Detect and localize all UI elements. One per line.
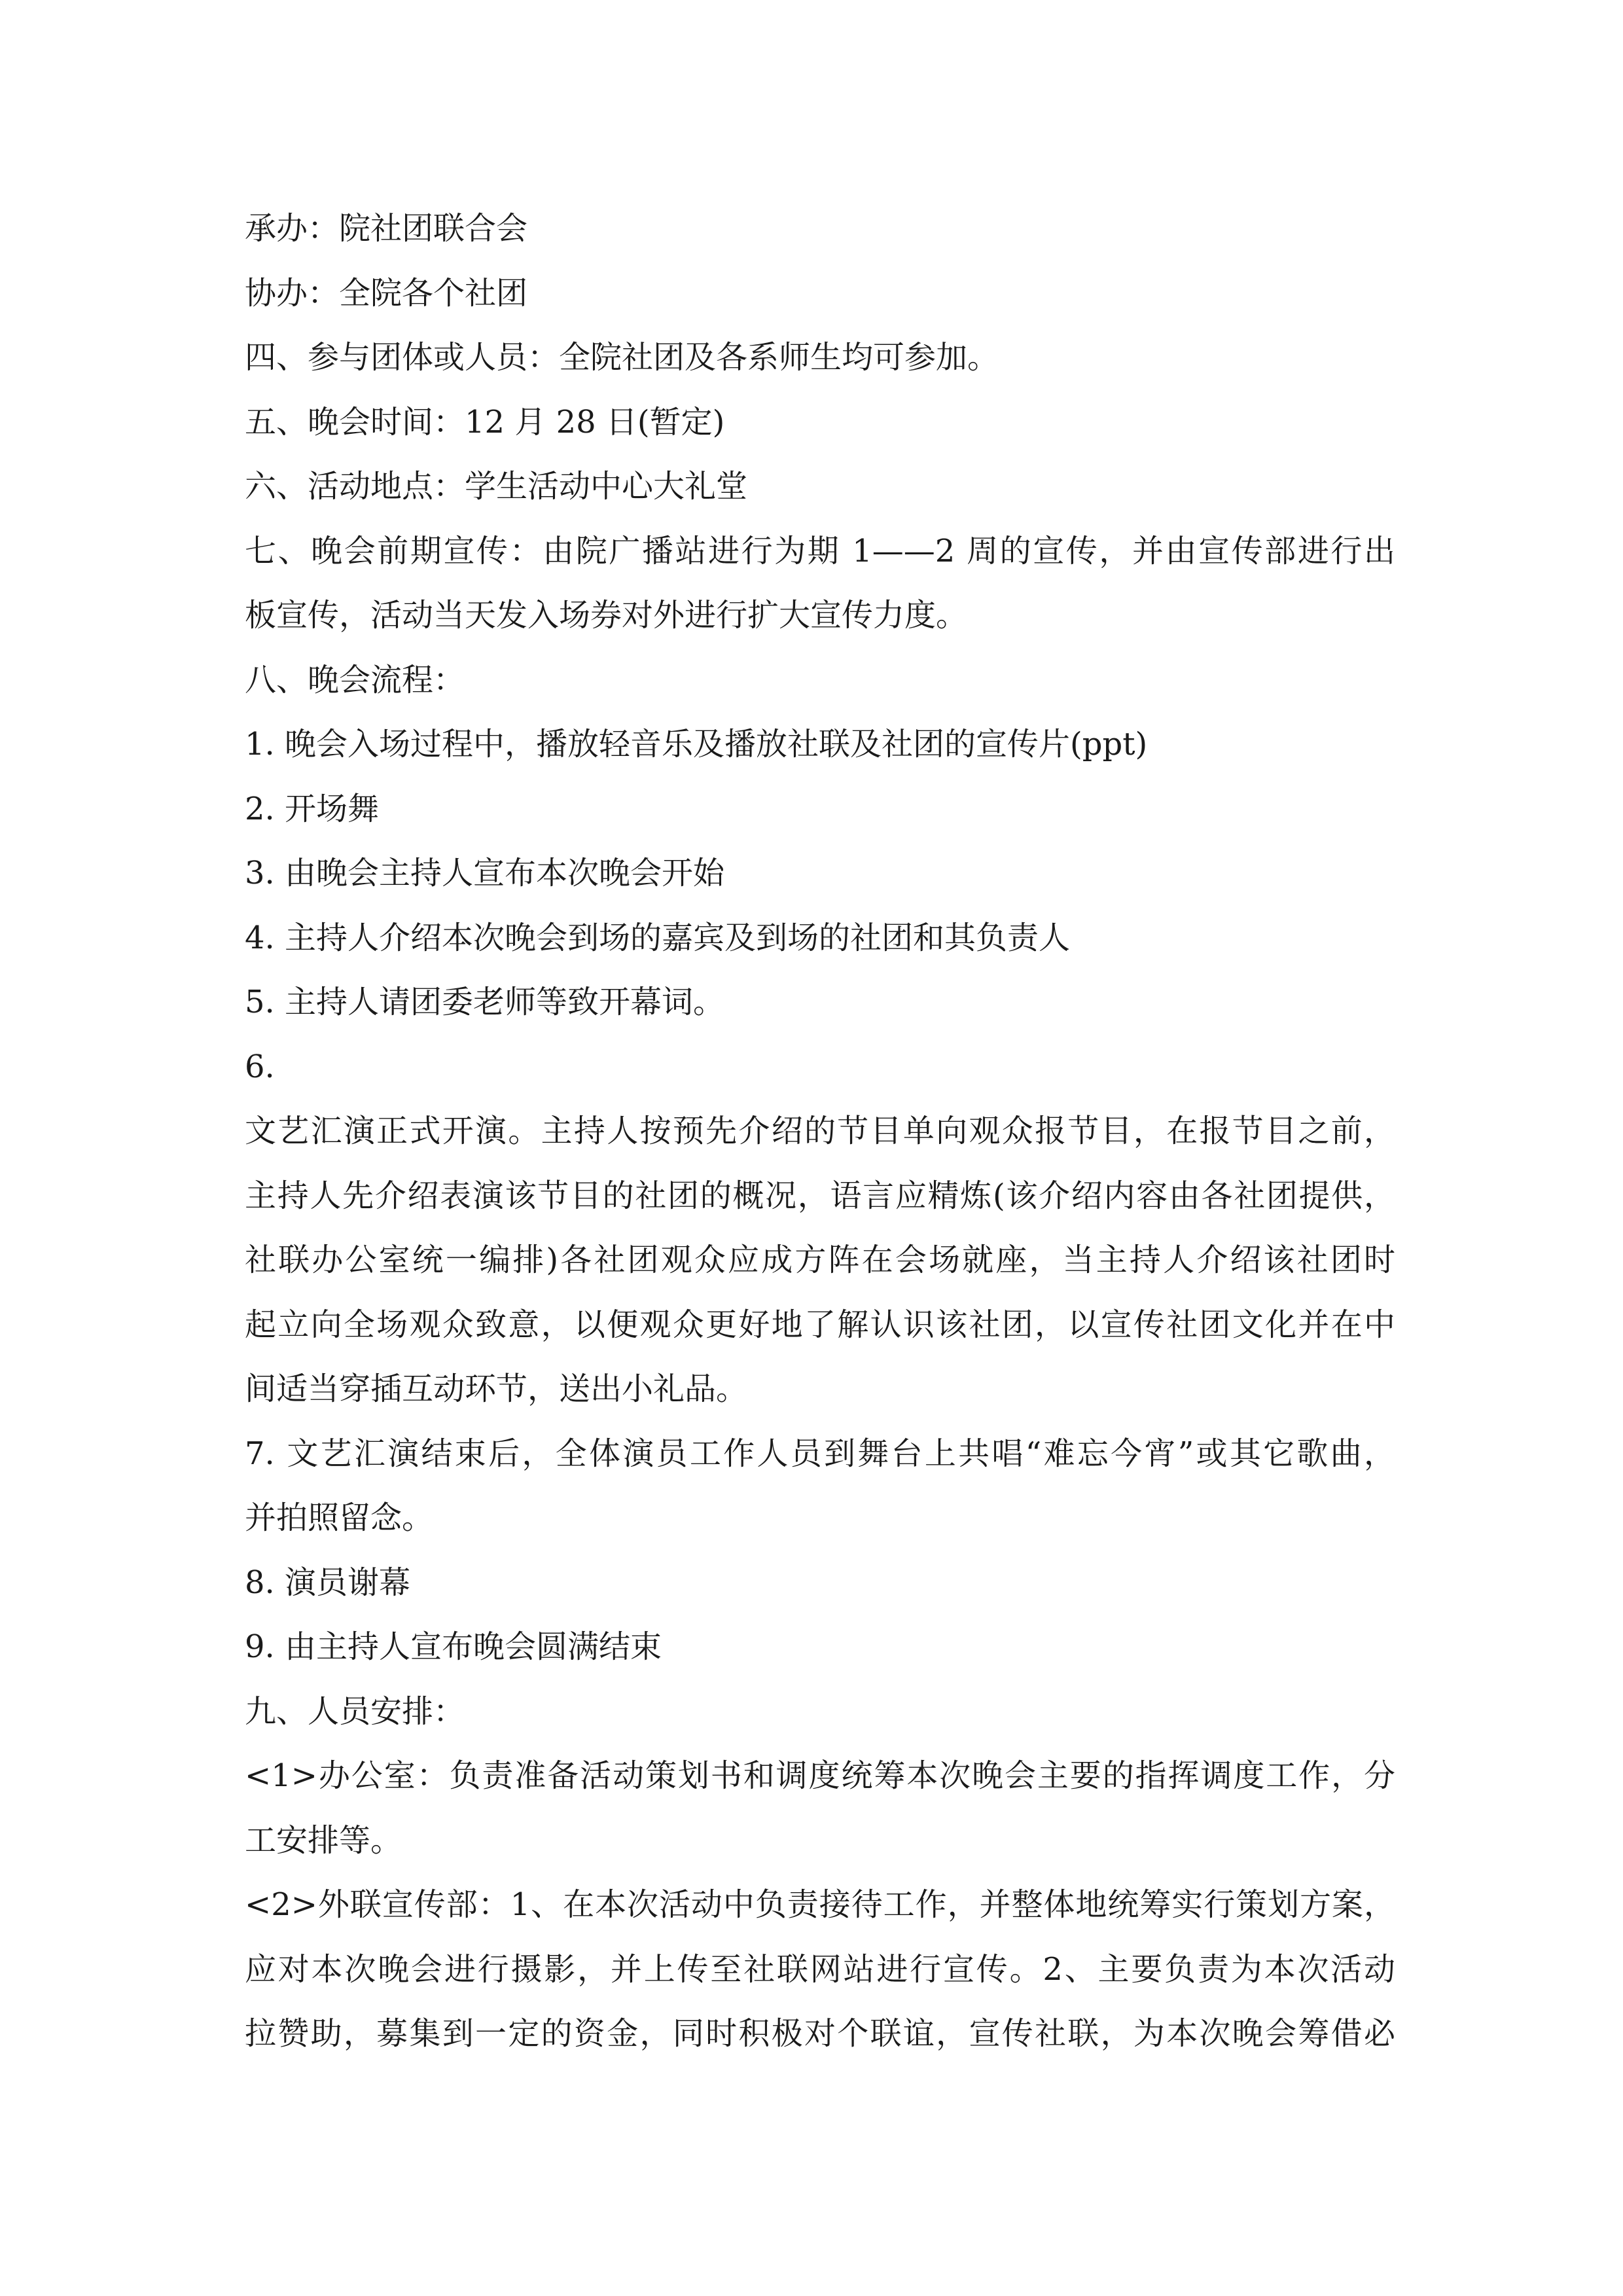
text-line-step-7-a: 7. 文艺汇演结束后，全体演员工作人员到舞台上共唱“难忘今宵”或其它歌曲， — [245, 1435, 1395, 1472]
text-line-publicity-2: 板宣传，活动当天发入场券对外进行扩大宣传力度。 — [245, 597, 968, 634]
text-line-outreach-c: 拉赞助，募集到一定的资金，同时积极对个联谊，宣传社联，为本次晚会筹借必 — [245, 2015, 1395, 2052]
text-line-step-6-c: 社联办公室统一编排)各社团观众应成方阵在会场就座，当主持人介绍该社团时 — [245, 1242, 1395, 1278]
document-body — [245, 196, 1395, 2066]
text-line-outreach-a: <2>外联宣传部：1、在本次活动中负责接待工作，并整体地统筹实行策划方案， — [245, 1886, 1395, 1923]
text-line-time: 五、晚会时间：12 月 28 日(暂定) — [245, 403, 725, 440]
text-line-staff-heading: 九、人员安排： — [245, 1693, 465, 1730]
text-line-step-6-d: 起立向全场观众致意，以便观众更好地了解认识该社团，以宣传社团文化并在中 — [245, 1306, 1395, 1343]
text-line-office-b: 工安排等。 — [245, 1821, 402, 1859]
text-line-step-7-b: 并拍照留念。 — [245, 1499, 434, 1536]
text-line-outreach-b: 应对本次晚会进行摄影，并上传至社联网站进行宣传。2、主要负责为本次活动 — [245, 1950, 1395, 1988]
text-line-step-8: 8. 演员谢幕 — [245, 1564, 411, 1601]
text-line-step-6-number: 6. — [245, 1048, 275, 1085]
text-line-step-1: 1. 晚会入场过程中，播放轻音乐及播放社联及社团的宣传片(ppt) — [245, 726, 1148, 762]
text-line-step-3: 3. 由晚会主持人宣布本次晚会开始 — [245, 855, 725, 891]
text-line-step-2: 2. 开场舞 — [245, 790, 380, 827]
text-line-process-heading: 八、晚会流程： — [245, 661, 465, 698]
text-line-location: 六、活动地点：学生活动中心大礼堂 — [245, 468, 748, 505]
text-line-step-6-a: 文艺汇演正式开演。主持人按预先介绍的节目单向观众报节目，在报节目之前， — [245, 1113, 1395, 1149]
text-line-step-6-e: 间适当穿插互动环节，送出小礼品。 — [245, 1371, 748, 1407]
text-line-office-a: <1>办公室：负责准备活动策划书和调度统筹本次晚会主要的指挥调度工作，分 — [245, 1757, 1395, 1794]
text-line-publicity-1: 七、晚会前期宣传：由院广播站进行为期 1——2 周的宣传，并由宣传部进行出 — [245, 532, 1395, 569]
text-line-step-9: 9. 由主持人宣布晚会圆满结束 — [245, 1628, 662, 1665]
text-line-co-organizer: 协办：全院各个社团 — [245, 274, 528, 312]
text-line-step-6-b: 主持人先介绍表演该节目的社团的概况，语言应精炼(该介绍内容由各社团提供， — [245, 1177, 1395, 1214]
text-line-organizer: 承办：院社团联合会 — [245, 210, 528, 247]
text-line-participants: 四、参与团体或人员：全院社团及各系师生均可参加。 — [245, 339, 999, 376]
text-line-step-5: 5. 主持人请团委老师等致开幕词。 — [245, 984, 725, 1020]
text-line-step-4: 4. 主持人介绍本次晚会到场的嘉宾及到场的社团和其负责人 — [245, 919, 1071, 956]
